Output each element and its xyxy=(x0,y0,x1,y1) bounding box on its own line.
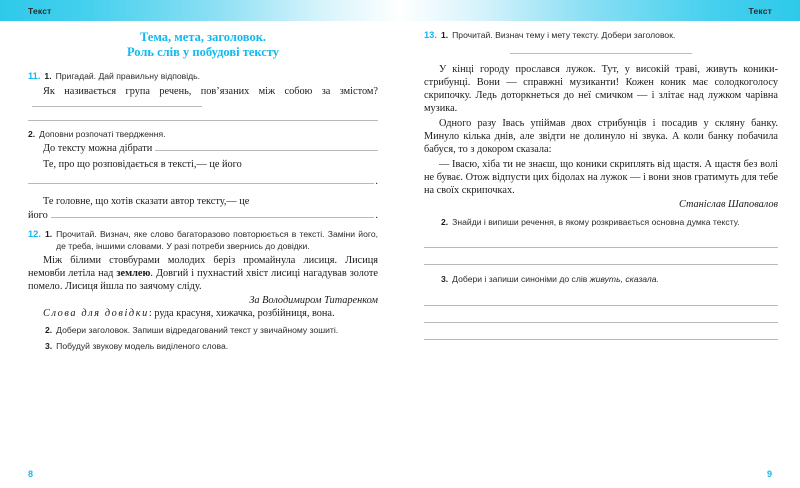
page-title xyxy=(28,30,378,60)
title-answer-rule[interactable] xyxy=(510,53,692,54)
passage-part-b: . Довгий і пухнастий хвіст лисиці нагадував золоте помело. Лисиця йшла по заячому сліду. xyxy=(28,268,378,293)
statement-3-cont xyxy=(28,209,378,223)
answer-rule[interactable] xyxy=(424,264,778,265)
answer-rule[interactable] xyxy=(424,247,778,248)
left-column xyxy=(0,21,400,353)
passage-paragraph-3: — Івасю, хіба ти не знаєш, що коники скриплять від щастя. А щастя без волі не буває. Отож відпусти цих бідолах на лужок — і вони знов гратимуть для тебе на своїх скрипочках. xyxy=(424,159,778,197)
right-column xyxy=(400,21,800,340)
subtask-number: 2. xyxy=(45,324,53,335)
task-text: Знайди і випиши речення, в якому розкривається основна думка тексту. xyxy=(452,216,740,227)
subtask-number: 2. xyxy=(441,216,449,227)
passage-bold-word: землею xyxy=(116,268,151,280)
running-head-label: Текст xyxy=(28,5,52,16)
task-text: Прочитай. Визнач, яке слово багаторазово повторюється в тексті. Заміни його, де треба, іншими словами. У разі потреби звернись до довідки. xyxy=(56,229,378,251)
task-12-1 xyxy=(28,229,378,252)
task-13-1 xyxy=(424,30,778,42)
subtask-number: 1. xyxy=(44,229,53,240)
subtask-number: 3. xyxy=(45,341,53,352)
exercise-13 xyxy=(424,30,778,340)
task-13-3 xyxy=(424,274,778,286)
exercise-11-part2 xyxy=(28,129,378,222)
subtask-number: 2. xyxy=(28,128,36,139)
subtask-number: 1. xyxy=(44,71,52,81)
statement-text: До тексту можна дібрати xyxy=(43,143,153,155)
exercise-11 xyxy=(28,71,378,121)
statement-text: Те, про що розповідається в тексті,— це його xyxy=(43,158,242,170)
task-text: Прочитай. Визнач тему і мету тексту. Добери заголовок. xyxy=(452,30,676,40)
exercise-number: 12. xyxy=(28,229,41,240)
page-number-left: 8 xyxy=(28,469,34,479)
passage-part-a: Між білими стовбурами молодих беріз промайнула лисиця. Лисиця немовби летіла над xyxy=(28,255,378,280)
task-text: Доповни розпочаті твердження. xyxy=(39,128,166,139)
right-page xyxy=(400,0,800,488)
exercise-12-passage xyxy=(28,254,378,293)
statement-text: Те головне, що хотів сказати автор тексту,— це xyxy=(43,196,250,208)
passage-paragraph-1: У кінці городу прослався лужок. Тут, у високій траві, живуть коники-стрибунці. Вони — справжні музиканти! Кожен коник має солодкоголосу скрипочку. Ледь доторкнеться до неї смичком — і злітає над лужком чарівна музика. xyxy=(424,63,778,114)
task-13-2 xyxy=(424,217,778,229)
period: . xyxy=(375,175,378,187)
task-text: Пригадай. Дай правильну відповідь. xyxy=(55,71,201,81)
task-11-1 xyxy=(28,71,378,83)
answer-rule-inline[interactable] xyxy=(28,175,374,184)
reference-words-label: Слова для довідки xyxy=(43,307,149,319)
task-12-3 xyxy=(28,341,378,353)
task-italic-words: живуть, сказала. xyxy=(589,274,659,285)
running-head-label: Текст xyxy=(748,5,772,16)
task-text: Добери і запиши синоніми до слів xyxy=(452,274,590,285)
passage-author: За Володимиром Титаренком xyxy=(249,294,378,306)
passage-paragraph-2: Одного разу Івась упіймав двох стрибунців і посадив у скляну банку. Минуло кілька днів, але звідти не долинуло ні звука. А коли банку побачила бабуся, то з докором сказала: xyxy=(424,117,778,156)
right-page-body xyxy=(400,21,800,488)
statement-3 xyxy=(28,195,378,208)
statement-2 xyxy=(28,158,378,171)
exercise-11-question xyxy=(28,85,378,111)
answer-rule[interactable] xyxy=(424,322,778,323)
answer-rule[interactable] xyxy=(424,339,778,340)
exercise-number: 11. xyxy=(28,71,41,81)
subtask-number: 1. xyxy=(440,30,449,40)
task-12-2 xyxy=(28,325,378,337)
task-text-wrap xyxy=(452,274,778,286)
answer-rule[interactable] xyxy=(424,305,778,306)
exercise-number: 13. xyxy=(424,30,437,40)
running-head-left xyxy=(0,0,400,21)
task-text: Побудуй звукову модель виділеного слова. xyxy=(56,341,229,352)
page-title-line1: Тема, мета, заголовок. xyxy=(139,30,267,44)
passage-author: Станіслав Шаповалов xyxy=(678,198,778,210)
task-11-2 xyxy=(28,129,378,141)
exercise-12 xyxy=(28,229,378,353)
question-text: Як називається група речень, пов’язаних між собою за змістом? xyxy=(43,85,378,97)
page-title-line2: Роль слів у побудові тексту xyxy=(126,45,280,59)
left-page-body xyxy=(0,21,400,488)
reference-words xyxy=(28,307,378,320)
answer-rule[interactable] xyxy=(28,120,378,121)
answer-rule-inline[interactable] xyxy=(51,209,375,218)
statement-text-cont: його xyxy=(28,209,48,221)
period: . xyxy=(375,209,378,221)
answer-rule-inline[interactable] xyxy=(155,142,378,151)
reference-words-list: : руда красуня, хижачка, розбійниця, вона. xyxy=(148,307,335,319)
task-text: Добери заголовок. Запиши відредагований текст у звичайному зошиті. xyxy=(56,324,339,335)
statement-2-rule-row xyxy=(28,175,378,189)
page-number-right: 9 xyxy=(766,469,772,479)
answer-rule-inline[interactable] xyxy=(32,98,202,107)
statement-1 xyxy=(28,142,378,156)
subtask-number: 3. xyxy=(441,274,449,285)
running-head-right xyxy=(400,0,800,21)
